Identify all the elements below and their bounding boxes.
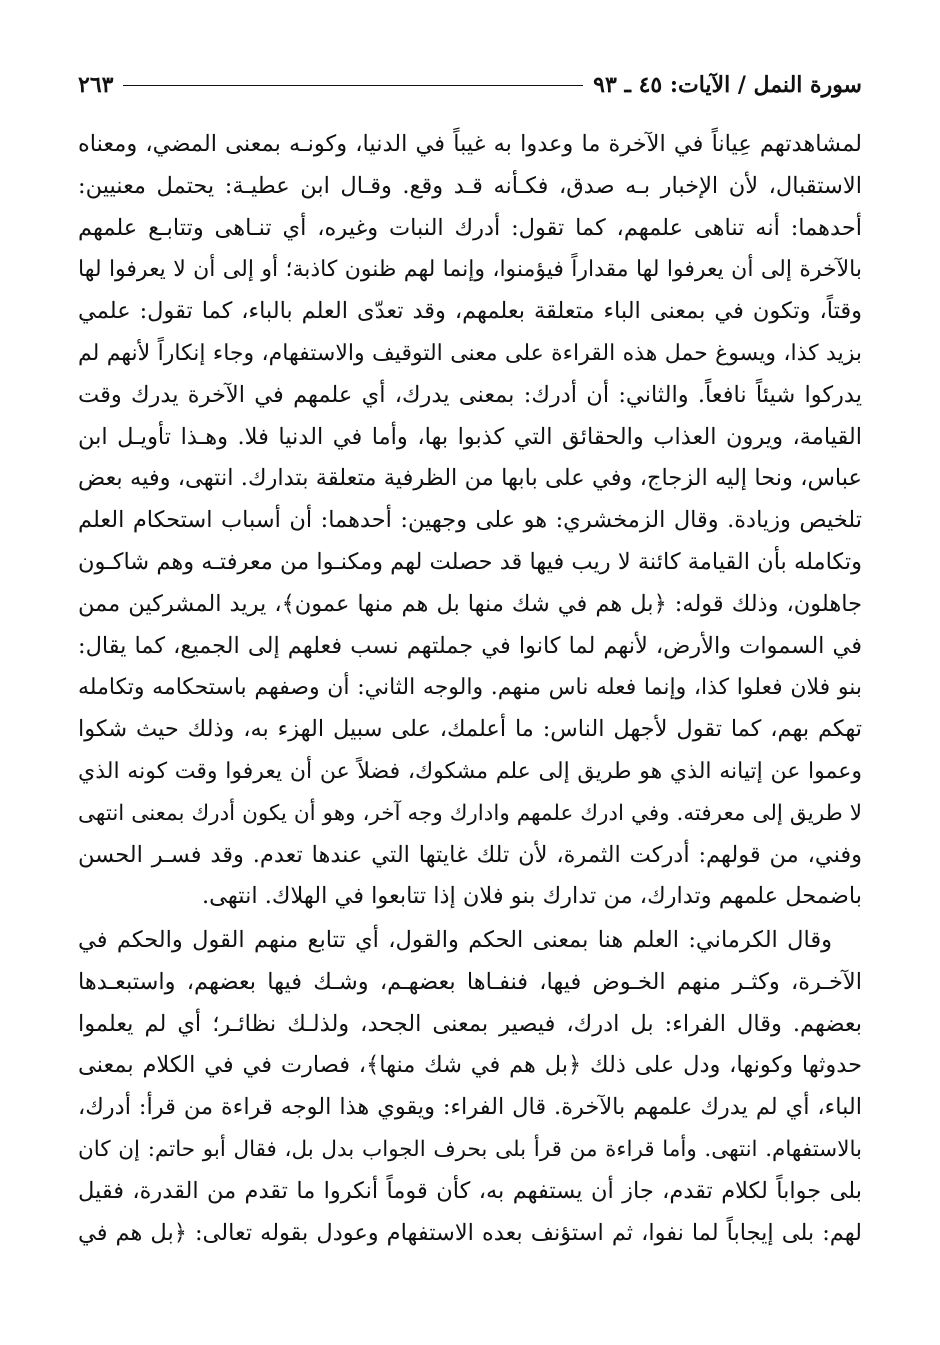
text-line: لمشاهدتهم عِياناً في الآخرة ما وعدوا به غيباً في الدنيا، وكونـه بمعنى المضي، ومعناه	[78, 131, 862, 157]
header-title: سورة النمل / الآيات: ٤٥ ـ ٩٣	[593, 72, 862, 98]
text-line: وتكامله بأن القيامة كائنة لا ريب فيها قد حصلت لهم ومكنـوا من معرفتـه وهم شاكـون	[78, 548, 862, 575]
text-line: وقتاً، وتكون في بمعنى الباء متعلقة بعلمهم، وقد تعدّى العلم بالباء، كما تقول: علمي	[78, 298, 862, 325]
text-line: باضمحل علمهم وتدارك، من تدارك بنو فلان إذا تتابعوا في الهلاك. انتهى.	[202, 883, 862, 910]
text-line: يدركوا شيئاً نافعاً. والثاني: أن أدرك: بمعنى يدرك، أي علمهم في الآخرة يدرك وقت	[78, 381, 862, 408]
text-line: بزيد كذا، ويسوغ حمل هذه القراءة على معنى التوقيف والاستفهام، وجاء إنكاراً لأنهم لم	[78, 340, 862, 366]
text-line: الآخـرة، وكثـر منهم الخـوض فيها، فنفـاها بعضهـم، وشـك فيها بعضهم، واستبعـدها	[78, 968, 862, 995]
paragraph-2	[78, 920, 862, 1254]
text-line: بالاستفهام. انتهى. وأما قراءة من قرأ بلى بحرف الجواب بدل بل، فقال أبو حاتم: إن كان	[78, 1136, 862, 1162]
text-line: تلخيص وزيادة. وقال الزمخشري: هو على وجهين: أحدهما: أن أسباب استحكام العلم	[78, 507, 862, 534]
text-line: أحدهما: أنه تناهى علمهم، كما تقول: أدرك النبات وغيره، أي تنـاهى وتتابـع علمهم	[78, 214, 862, 241]
paragraph-1	[78, 124, 862, 918]
text-line: في السموات والأرض، لأنهم لما كانوا في جملتهم نسب فعلهم إلى الجميع، كما يقال:	[78, 632, 862, 659]
text-line: لا طريق إلى معرفته. وفي ادرك علمهم وادارك وجه آخر، وهو أن يكون أدرك بمعنى انتهى	[78, 800, 862, 826]
text-line: وعموا عن إتيانه الذي هو طريق إلى علم مشكوك، فضلاً عن أن يعرفوا وقت كونه الذي	[78, 758, 862, 784]
text-line: الاستقبال، لأن الإخبار بـه صدق، فكـأنه قـد وقع. وقـال ابن عطيـة: يحتمل معنيين:	[78, 172, 862, 199]
text-line: بالآخرة إلى أن يعرفوا لها مقداراً فيؤمنوا، وإنما لهم ظنون كاذبة؛ أو إلى أن لا يعرفوا لها	[78, 257, 862, 283]
running-header	[78, 66, 862, 104]
text-line: تهكم بهم، كما تقول لأجهل الناس: ما أعلمك، على سبيل الهزء به، وذلك حيث شكوا	[78, 716, 862, 743]
text-line: بعضهم. وقال الفراء: بل ادرك، فيصير بمعنى الجحد، ولذلـك نظائـر؛ أي لم يعلموا	[78, 1010, 862, 1037]
text-line: لهم: بلى إيجاباً لما نفوا، ثم استؤنف بعده الاستفهام وعودل بقوله تعالى: ﴿بل هم في	[78, 1219, 862, 1246]
text-line: عباس، ونحا إليه الزجاج، وفي على بابها من الظرفية متعلقة بتدارك. انتهى، وفيه بعض	[78, 465, 862, 492]
text-line: جاهلون، وذلك قوله: ﴿بل هم في شك منها بل هم منها عمون﴾، يريد المشركين ممن	[78, 590, 862, 617]
text-line: وفني، من قولهم: أدركت الثمرة، لأن تلك غايتها التي عندها تعدم. وقد فسـر الحسن	[78, 841, 862, 868]
text-line: حدوثها وكونها، ودل على ذلك ﴿بل هم في شك منها﴾، فصارت في في الكلام بمعنى	[78, 1052, 862, 1079]
text-line: وقال الكرماني: العلم هنا بمعنى الحكم والقول، أي تتابع منهم القول والحكم في	[78, 927, 832, 953]
page-number: ٢٦٣	[78, 72, 114, 98]
text-line: بنو فلان فعلوا كذا، وإنما فعله ناس منهم. والوجه الثاني: أن وصفهم باستحكامه وتكامله	[78, 675, 862, 701]
header-rule	[123, 85, 583, 86]
text-line: بلى جواباً لكلام تقدم، جاز أن يستفهم به، كأن قوماً أنكروا ما تقدم من القدرة، فقيل	[78, 1177, 862, 1204]
text-line: الباء، أي لم يدرك علمهم بالآخرة. قال الفراء: ويقوي هذا الوجه قراءة من قرأ: أدرك،	[78, 1094, 862, 1121]
text-line: القيامة، ويرون العذاب والحقائق التي كذبوا بها، وأما في الدنيا فلا. وهـذا تأويـل ابن	[78, 423, 862, 450]
